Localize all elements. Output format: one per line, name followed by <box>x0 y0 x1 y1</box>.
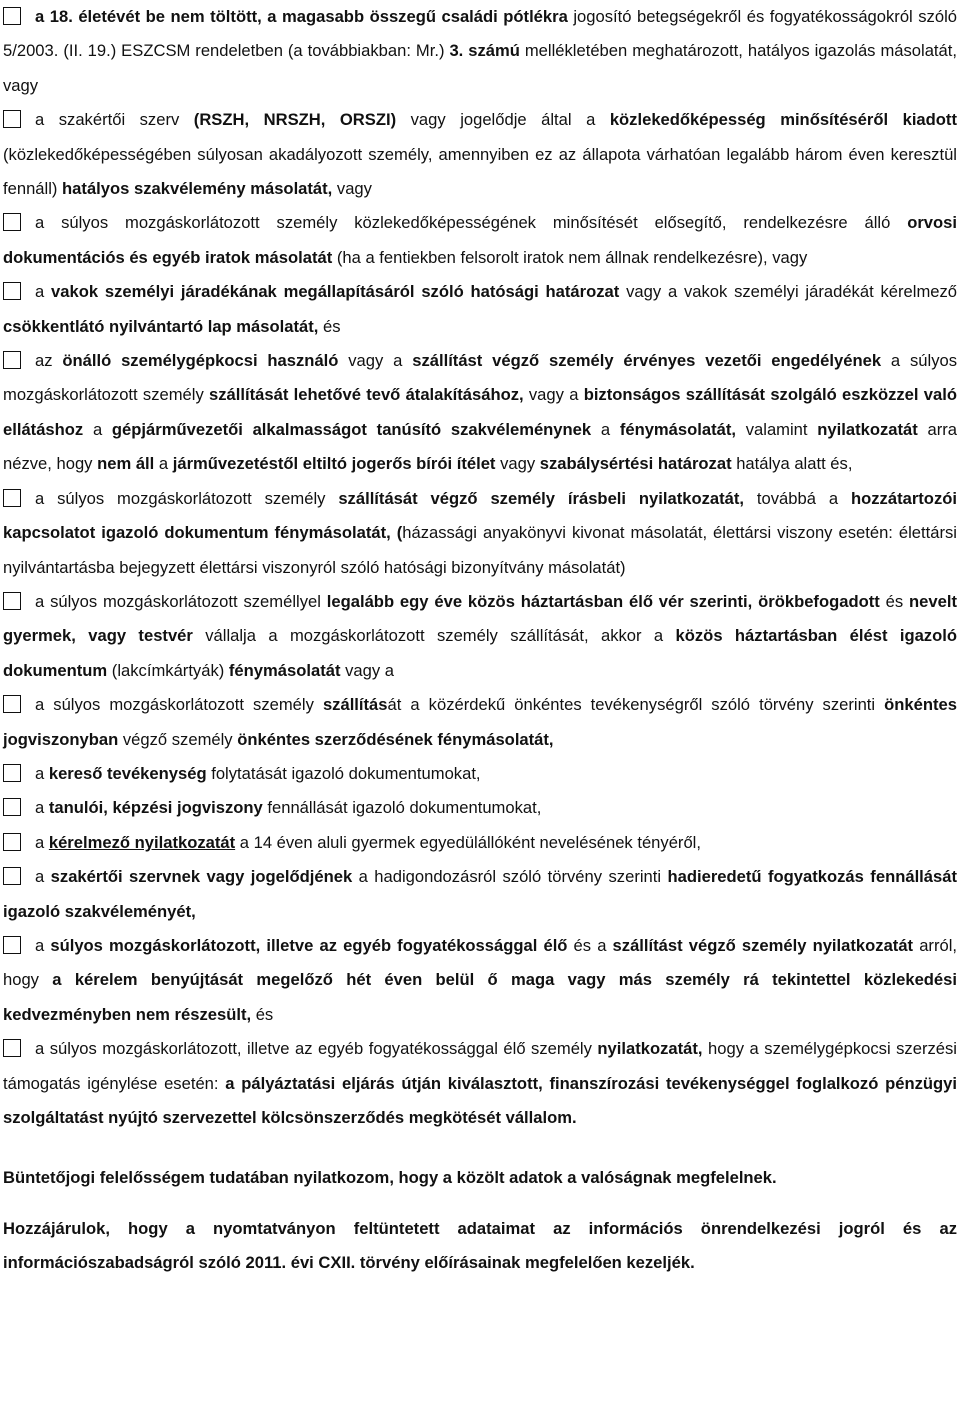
bold-text: nyilatkozatát, <box>597 1039 703 1059</box>
text: (ha a fentiekben felsorolt iratok nem állnak rendelkezésre), vagy <box>332 247 808 267</box>
checkbox[interactable] <box>3 798 21 816</box>
bold-text: (RSZH, NRSZH, ORSZI) <box>193 110 397 130</box>
checklist-item <box>3 1032 957 1135</box>
text: hatálya alatt és, <box>731 454 853 474</box>
checklist-item <box>3 585 957 688</box>
text: vagy a vakok személyi járadékát kérelmező <box>619 282 958 302</box>
bold-text: hatályos szakvélemény másolatát, <box>62 179 333 199</box>
bold-text: tanulói, képzési jogviszony <box>48 798 263 818</box>
text: arra nézve, hogy <box>3 419 957 474</box>
checkbox[interactable] <box>3 695 21 713</box>
checklist-item <box>3 103 957 206</box>
bold-text: önkéntes jogviszonyban <box>3 695 957 749</box>
text: vagy jogelődje által a <box>396 110 610 130</box>
text: a <box>35 763 49 783</box>
liability-statement: Büntetőjogi felelősségem tudatában nyilatkozom, hogy a közölt adatok a valóságnak megfelelnek. <box>3 1168 777 1188</box>
text: a <box>154 454 173 474</box>
text: házassági anyakönyvi kivonat másolatát, élettársi viszony esetén: élettársi nyilvántartásba bejegyzett élettársi viszonyról szóló hatósági bizonyítvány másolatát) <box>3 523 957 577</box>
bold-text: szállítást végző személy nyilatkozatát <box>612 935 914 955</box>
text: és <box>251 1004 274 1024</box>
checklist-item <box>3 275 957 344</box>
bold-text: fénymásolatát, <box>619 419 737 439</box>
text: a <box>35 832 49 852</box>
bold-text: orvosi dokumentációs és egyéb iratok másolatát <box>3 213 957 267</box>
text: a szakértői szerv <box>35 110 194 130</box>
bold-text: nevelt gyermek, vagy testvér <box>3 591 957 646</box>
bold-text: csökkentlátó nyilvántartó lap másolatát, <box>3 316 319 336</box>
checklist-item <box>3 860 957 929</box>
text: vagy <box>495 454 540 474</box>
bold-text: szabálysértési határozat <box>539 454 732 474</box>
bold-text: szakértői szervnek vagy jogelődjének <box>50 867 353 887</box>
bold-text: járművezetéstől eltiltó jogerős bírói ítélet <box>172 454 496 474</box>
checkbox[interactable] <box>3 1039 21 1057</box>
text: a 14 éven aluli gyermek egyedülállóként nevelésének tényéről, <box>235 832 701 852</box>
checkbox[interactable] <box>3 833 21 851</box>
bold-text: közös háztartásban élést igazoló dokumentum <box>3 626 957 680</box>
text: (lakcímkártyák) <box>107 660 229 680</box>
bold-text: szállítását lehetővé tevő átalakításához, <box>209 385 524 405</box>
bold-text: a kérelem benyújtását megelőző hét éven belül ő maga vagy más személy rá tekintettel közlekedési kedvezményben nem részesült, <box>3 970 957 1024</box>
bold-text: vakok személyi járadékának megállapításáról szóló hatósági határozat <box>51 282 620 302</box>
document-page <box>3 0 957 1281</box>
bold-text: szállítását végző személy írásbeli nyilatkozatát, <box>338 488 745 508</box>
checkbox[interactable] <box>3 592 21 610</box>
text: a hadigondozásról szóló törvény szerinti <box>352 867 668 887</box>
checkbox[interactable] <box>3 764 21 782</box>
text: arról, hogy <box>3 935 958 990</box>
bold-text: szállítást végző személy érvényes vezetői engedélyének <box>412 351 882 371</box>
checklist-item <box>3 929 957 1032</box>
checkbox[interactable] <box>3 7 21 25</box>
bold-text: közlekedőképesség minősítéséről kiadott <box>609 110 957 130</box>
text: vállalja a mozgáskorlátozott személy szállítását, akkor a <box>192 626 676 646</box>
text: a <box>35 282 52 302</box>
checklist-item <box>3 482 957 585</box>
text: valamint <box>736 419 818 439</box>
bold-text: a 18. életévét be nem töltött, a magasabb összegű családi pótlékra <box>35 7 568 26</box>
bold-text: nyilatkozatát <box>817 419 918 439</box>
text: a súlyos mozgáskorlátozott személy közlekedőképességének minősítését elősegítő, rendelkezésre álló <box>35 213 908 233</box>
consent-statement: Hozzájárulok, hogy a nyomtatványon feltüntetett adataimat az információs önrendelkezési jogról és az információszabadságról szóló 2011. évi CXII. törvény előírásainak megfelelően kezeljék. <box>3 1218 957 1273</box>
bold-text <box>49 833 235 852</box>
checklist-item <box>3 757 957 791</box>
text: a <box>35 798 49 818</box>
text: és <box>879 591 910 611</box>
bold-text: legalább egy éve közös háztartásban élő vér szerinti, örökbefogadott <box>326 591 880 611</box>
bold-text: hadieredetű fogyatkozás fennállását igazoló szakvéleményét, <box>3 867 957 921</box>
text: vagy <box>332 179 372 199</box>
checklist-item <box>3 688 957 757</box>
checkbox[interactable] <box>3 282 21 300</box>
text: továbbá a <box>744 488 851 508</box>
checkbox[interactable] <box>3 110 21 128</box>
checklist <box>3 0 957 1135</box>
checklist-item <box>3 791 957 825</box>
checkbox[interactable] <box>3 213 21 231</box>
text: fennállását igazoló dokumentumokat, <box>262 798 542 818</box>
text: a <box>591 419 620 439</box>
checklist-item <box>3 206 957 275</box>
text: a súlyos mozgáskorlátozott személy <box>35 695 323 715</box>
bold-text: 3. számú <box>449 41 520 61</box>
text: a súlyos mozgáskorlátozott személy <box>35 488 339 508</box>
text: (közlekedőképességében súlyosan akadályozott személy, amennyiben ez az állapota várhatóan legalább három éven keresztül fennáll) <box>3 144 957 199</box>
text: a súlyos mozgáskorlátozott, illetve az egyéb fogyatékossággal élő személy <box>35 1039 598 1059</box>
bold-text: nem áll <box>97 454 155 474</box>
text: végző személy <box>118 729 238 749</box>
text: a <box>35 935 51 955</box>
text: vagy a <box>338 351 413 371</box>
text: mellékletében meghatározott, hatályos igazolás másolatát, vagy <box>3 41 957 95</box>
text: a súlyos mozgáskorlátozott személy <box>3 351 958 405</box>
checklist-item <box>3 344 957 482</box>
text: jogosító betegségekről és fogyatékosságokról szóló 5/2003. (II. 19.) ESZCSM rendeletben (a továbbiakban: Mr.) <box>3 7 957 61</box>
checkbox[interactable] <box>3 936 21 954</box>
text: és <box>318 316 341 336</box>
text: át a közérdekű önkéntes tevékenységről szóló törvény szerinti <box>387 695 885 715</box>
bold-text: gépjárművezetői alkalmasságot tanúsító szakvéleménynek <box>111 419 592 439</box>
underlined-text: kérelmező nyilatkozatát <box>48 832 236 852</box>
text: a súlyos mozgáskorlátozott személlyel <box>35 591 327 611</box>
text: vagy a <box>523 385 584 405</box>
text: és a <box>567 935 613 955</box>
bold-text: önálló személygépkocsi használó <box>62 351 339 371</box>
text: az <box>35 351 63 371</box>
bold-text: súlyos mozgáskorlátozott, illetve az egyéb fogyatékossággal élő <box>50 935 568 955</box>
text: folytatását igazoló dokumentumokat, <box>206 763 481 783</box>
checkbox[interactable] <box>3 867 21 885</box>
checklist-item <box>3 826 957 860</box>
text: a <box>83 419 112 439</box>
text: vagy a <box>340 660 394 680</box>
bold-text: biztonságos szállítását szolgáló eszközzel való ellátáshoz <box>3 385 957 439</box>
checkbox[interactable] <box>3 351 21 369</box>
bold-text: szállítás <box>322 695 388 715</box>
bold-text: fénymásolatát <box>228 660 341 680</box>
bold-text: kereső tevékenység <box>48 763 207 783</box>
checklist-item <box>3 0 957 103</box>
text: hogy a személygépkocsi szerzési támogatás igénylése esetén: <box>3 1039 957 1093</box>
text: a <box>35 867 51 887</box>
checkbox[interactable] <box>3 489 21 507</box>
bold-text: önkéntes szerződésének fénymásolatát, <box>237 729 554 749</box>
bold-text: hozzátartozói kapcsolatot igazoló dokumentum fénymásolatát, ( <box>3 488 957 543</box>
bold-text: a pályáztatási eljárás útján kiválasztott, finanszírozási tevékenységgel foglalkozó pénzügyi szolgáltatást nyújtó szervezettel kölcsönszerződés megkötését vállalom. <box>3 1073 957 1127</box>
